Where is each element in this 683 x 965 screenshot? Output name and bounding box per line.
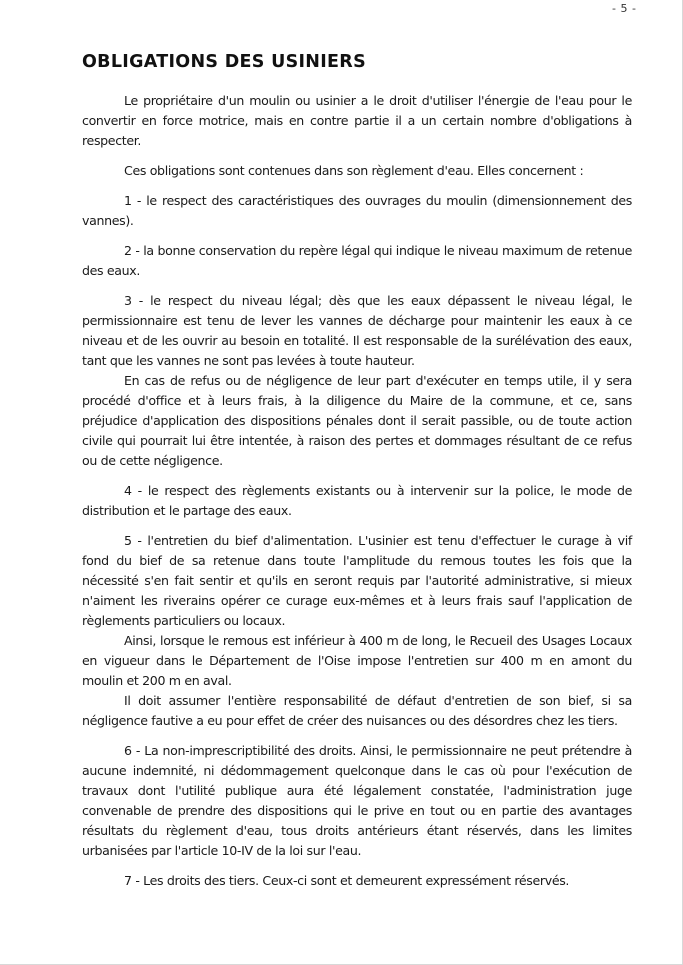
obligation-3-refusal-paragraph: En cas de refus ou de négligence de leur part d'exécuter en temps utile, il y sera procédé d'office et à leurs frais, à la diligence du Maire de la commune, et ce, sans préjudice d'application des dispositions pénales dont il serait passible, ou de toute action civile qui pourrait lui être intentée, à raison des pertes et dommages résultant de ce refus ou de cette négligence. [82,373,632,468]
document-body [82,91,632,891]
intro-paragraph: Le propriétaire d'un moulin ou usinier a le droit d'utiliser l'énergie de l'eau pour le convertir en force motrice, mais en contre partie il a un certain nombre d'obligations à respecter. [82,93,632,148]
obligation-2-paragraph: 2 - la bonne conservation du repère légal qui indique le niveau maximum de retenue des eaux. [82,243,632,278]
obligations-intro-paragraph: Ces obligations sont contenues dans son règlement d'eau. Elles concernent : [124,163,584,178]
obligation-1-paragraph: 1 - le respect des caractéristiques des ouvrages du moulin (dimensionnement des vannes). [82,193,632,228]
obligation-7-paragraph: 7 - Les droits des tiers. Ceux-ci sont et demeurent expressément réservés. [124,873,570,888]
obligation-5-local-usage-paragraph: Ainsi, lorsque le remous est inférieur à 400 m de long, le Recueil des Usages Locaux en vigueur dans le Département de l'Oise impose l'entretien sur 400 m en amont du moulin et 200 m en aval. [82,633,632,688]
obligation-5-responsibility-paragraph: Il doit assumer l'entière responsabilité de défaut d'entretien de son bief, si sa négligence fautive a eu pour effet de créer des nuisances ou des désordres chez les tiers. [82,693,632,728]
obligation-4-paragraph: 4 - le respect des règlements existants ou à intervenir sur la police, le mode de distribution et le partage des eaux. [82,483,632,518]
page-title: OBLIGATIONS DES USINIERS [82,52,366,72]
obligation-3-paragraph: 3 - le respect du niveau légal; dès que les eaux dépassent le niveau légal, le permissionnaire est tenu de lever les vannes de décharge pour maintenir les eaux à ce niveau et de les ouvrir au besoin en totalité. Il est responsable de la surélévation des eaux, tant que les vannes ne sont pas levées à toute hauteur. [82,293,632,368]
obligation-5-paragraph: 5 - l'entretien du bief d'alimentation. L'usinier est tenu d'effectuer le curage à vif fond du bief de sa retenue dans toute l'amplitude du remous toutes les fois que la nécessité s'en fait sentir et qu'ils en seront requis par l'autorité administrative, si mieux n'aiment les riverains opérer ce curage eux-mêmes et à leurs frais sauf l'application de règlements particuliers ou locaux. [82,533,632,628]
obligation-6-paragraph: 6 - La non-imprescriptibilité des droits. Ainsi, le permissionnaire ne peut prétendre à aucune indemnité, ni dédommagement quelconque dans le cas où pour l'exécution de travaux dont l'utilité publique aura été légalement constatée, l'administration juge convenable de prendre des dispositions qui le prive en tout ou en partie des avantages résultats du règlement d'eau, tous droits antérieurs étant réservés, dans les limites urbanisées par l'article 10-IV de la loi sur l'eau. [82,743,632,858]
page-number: - 5 - [612,2,637,15]
